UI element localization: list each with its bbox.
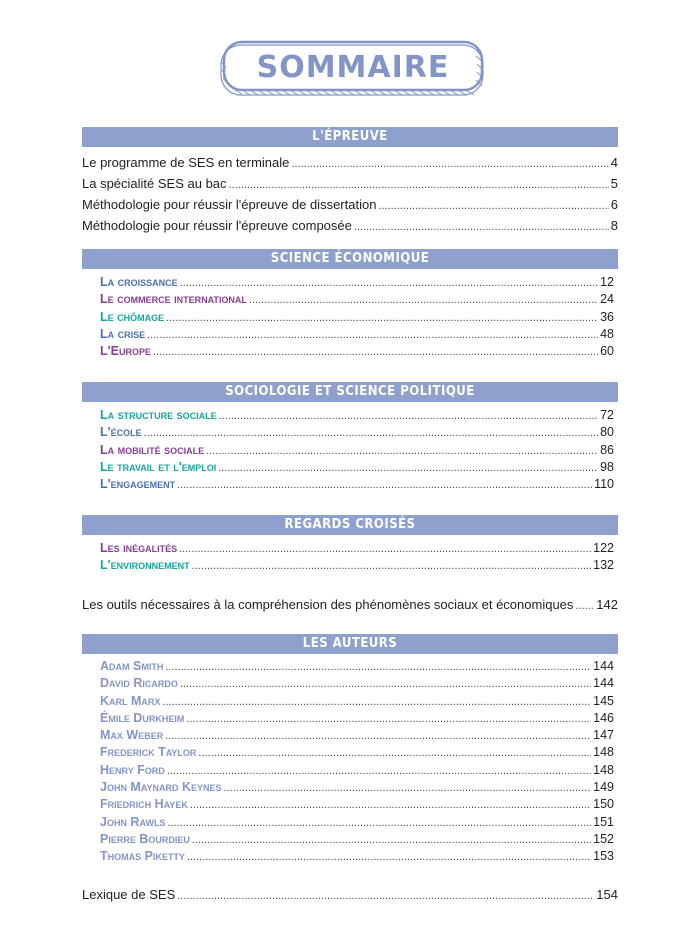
toc-entry[interactable] [100, 459, 614, 476]
toc-entry-label: Le programme de SES en terminale [82, 155, 290, 170]
toc-entry-page: 6 [610, 197, 618, 212]
toc-entry-page: 36 [600, 309, 614, 324]
toc-entry-label: L'Europe [100, 344, 151, 359]
toc-entry-label: Le chômage [100, 309, 165, 324]
toc-entry-page: 98 [600, 459, 614, 474]
dot-leader [354, 217, 609, 236]
dot-leader [187, 849, 591, 865]
toc-entry-label: Méthodologie pour réussir l'épreuve de dissertation [82, 197, 377, 212]
dot-leader [192, 832, 591, 848]
toc-entry-page: 147 [593, 728, 614, 743]
toc-entry-page: 86 [600, 442, 614, 457]
dot-leader [190, 797, 591, 813]
toc-entry[interactable] [82, 173, 618, 194]
dot-leader [192, 558, 592, 574]
dot-leader [177, 477, 592, 493]
toc-entry-page: 60 [600, 344, 614, 359]
toc-entry-label: La spécialité SES au bac [82, 176, 227, 191]
toc-entry-page: 144 [593, 659, 614, 673]
toc-entry-page: 110 [594, 477, 614, 492]
toc-entry-page: 5 [610, 176, 618, 191]
toc-entry-page: 80 [600, 425, 614, 440]
toc-entry-label: Frederick Taylor [100, 745, 197, 760]
dot-leader [165, 728, 591, 744]
toc-entry[interactable] [100, 424, 614, 441]
toc-entry[interactable] [100, 442, 614, 459]
toc-list-epreuve [82, 152, 618, 236]
toc-list-outils [82, 594, 618, 615]
dot-leader [167, 815, 591, 831]
toc-entry-label: Adam Smith [100, 659, 164, 673]
toc-entry[interactable] [82, 152, 618, 173]
toc-entry-label: L'engagement [100, 477, 176, 492]
toc-entry-label: Les inégalités [100, 541, 178, 555]
dot-leader [177, 886, 594, 905]
toc-entry[interactable] [100, 693, 614, 710]
dot-leader [219, 408, 599, 424]
toc-entry-label: L'école [100, 425, 142, 440]
toc-entry-label: Max Weber [100, 728, 164, 743]
toc-entry-page: 148 [593, 745, 614, 760]
toc-entry-page: 149 [593, 780, 614, 795]
dot-leader [180, 275, 598, 291]
page-title: SOMMAIRE [256, 50, 450, 85]
section-heading-regards: REGARDS CROISÉS [82, 515, 618, 535]
toc-entry-label: David Ricardo [100, 676, 178, 691]
toc-entry[interactable] [82, 194, 618, 215]
toc-entry[interactable] [82, 215, 618, 236]
toc-entry[interactable] [100, 710, 614, 727]
toc-entry-label: L'environnement [100, 558, 190, 573]
toc-list-regards [100, 540, 614, 575]
toc-entry-page: 146 [593, 710, 614, 725]
toc-entry[interactable] [100, 762, 614, 779]
toc-entry[interactable] [100, 814, 614, 831]
toc-entry-page: 72 [600, 408, 614, 422]
toc-entry-page: 4 [610, 155, 618, 170]
toc-list-economique [100, 274, 614, 360]
dot-leader [180, 676, 591, 692]
toc-entry-label: La crise [100, 326, 146, 341]
toc-entry[interactable] [100, 274, 614, 291]
toc-entry-label: Henry Ford [100, 762, 165, 777]
toc-entry-label: La structure sociale [100, 408, 217, 422]
toc-entry-page: 145 [593, 693, 614, 708]
toc-entry-page: 153 [593, 849, 614, 864]
dot-leader [206, 443, 598, 459]
toc-entry-label: Émile Durkheim [100, 710, 185, 725]
toc-entry-page: 154 [596, 887, 618, 902]
toc-entry-label: John Maynard Keynes [100, 780, 222, 795]
toc-entry[interactable] [100, 343, 614, 360]
dot-leader [186, 711, 591, 727]
toc-entry-page: 142 [596, 597, 618, 612]
toc-entry[interactable] [100, 291, 614, 308]
toc-entry-label: Friedrich Hayek [100, 797, 188, 812]
toc-entry[interactable] [100, 744, 614, 761]
toc-entry-page: 24 [600, 292, 614, 307]
toc-entry[interactable] [100, 675, 614, 692]
toc-entry[interactable] [100, 727, 614, 744]
dot-leader [179, 541, 591, 557]
section-heading-auteurs: LES AUTEURS [82, 634, 618, 654]
dot-leader [229, 175, 609, 194]
toc-entry-page: 151 [593, 814, 614, 829]
toc-entry-label: Les outils nécessaires à la compréhension des phénomènes sociaux et économiques [82, 597, 574, 612]
toc-entry-page: 144 [593, 676, 614, 691]
toc-entry-page: 8 [610, 218, 618, 233]
dot-leader [147, 327, 598, 343]
toc-entry[interactable] [82, 594, 618, 615]
title-banner [218, 38, 488, 98]
toc-entry[interactable] [100, 476, 614, 493]
toc-entry-label: Karl Marx [100, 693, 161, 708]
toc-entry-page: 122 [593, 541, 614, 555]
toc-list-auteurs [100, 658, 614, 866]
toc-entry-label: Le commerce international [100, 292, 247, 307]
toc-entry-label: Pierre Bourdieu [100, 831, 190, 846]
dot-leader [198, 745, 591, 761]
dot-leader [291, 154, 608, 173]
toc-entry[interactable] [100, 658, 614, 675]
toc-list-sociologie [100, 407, 614, 493]
toc-entry[interactable] [100, 796, 614, 813]
dot-leader [162, 694, 591, 710]
toc-entry-page: 150 [593, 797, 614, 812]
toc-entry[interactable] [100, 848, 614, 865]
toc-entry-page: 132 [593, 558, 614, 573]
toc-entry-label: Méthodologie pour réussir l'épreuve composée [82, 218, 352, 233]
dot-leader [167, 763, 591, 779]
dot-leader [144, 425, 598, 441]
dot-leader [378, 196, 608, 215]
toc-entry[interactable] [100, 326, 614, 343]
toc-entry-label: La mobilité sociale [100, 442, 205, 457]
dot-leader [575, 596, 594, 615]
dot-leader [153, 344, 598, 360]
section-heading-economique: SCIENCE ÉCONOMIQUE [82, 249, 618, 269]
toc-entry-label: La croissance [100, 275, 178, 289]
dot-leader [218, 460, 598, 476]
dot-leader [224, 780, 592, 796]
section-heading-sociologie: SOCIOLOGIE ET SCIENCE POLITIQUE [82, 382, 618, 402]
toc-entry[interactable] [100, 831, 614, 848]
toc-entry[interactable] [100, 540, 614, 557]
dot-leader [249, 292, 598, 308]
toc-entry[interactable] [82, 884, 618, 905]
dot-leader [166, 310, 598, 326]
toc-entry[interactable] [100, 407, 614, 424]
toc-list-lexique [82, 884, 618, 905]
toc-entry[interactable] [100, 779, 614, 796]
toc-entry-page: 152 [593, 831, 614, 846]
toc-entry-page: 12 [600, 275, 614, 289]
toc-entry[interactable] [100, 309, 614, 326]
dot-leader [165, 659, 591, 675]
section-heading-epreuve: L'ÉPREUVE [82, 127, 618, 147]
toc-entry-page: 48 [600, 326, 614, 341]
toc-entry-label: Le travail et l'emploi [100, 459, 217, 474]
toc-entry-label: Lexique de SES [82, 887, 176, 902]
toc-entry-label: Thomas Piketty [100, 849, 185, 864]
toc-entry[interactable] [100, 557, 614, 574]
toc-entry-label: John Rawls [100, 814, 166, 829]
toc-entry-page: 148 [593, 762, 614, 777]
